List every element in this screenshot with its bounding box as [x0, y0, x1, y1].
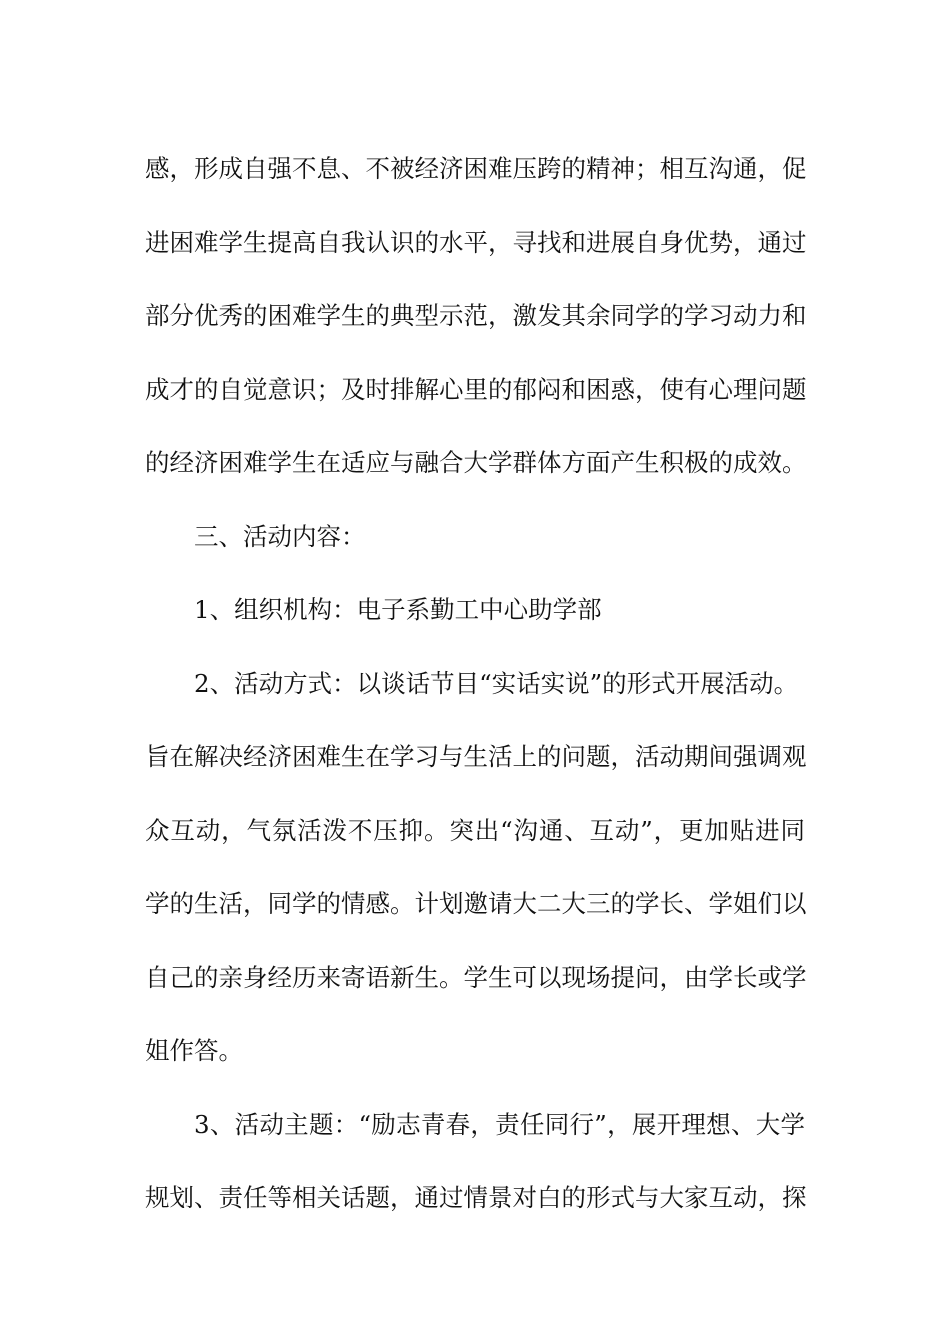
paragraph-line: 3、活动主题：“励志青春，责任同行”，展开理想、大学: [194, 1109, 805, 1139]
section-heading: 三、活动内容：: [194, 521, 366, 551]
paragraph-line: 众互动，气氛活泼不压抑。突出“沟通、互动”，更加贴进同: [145, 815, 805, 845]
paragraph-line: 感，形成自强不息、不被经济困难压跨的精神；相互沟通，促: [145, 154, 807, 183]
paragraph-line: 成才的自觉意识；及时排解心里的郁闷和困惑，使有心理问题: [145, 374, 807, 404]
paragraph-line: 规划、责任等相关话题，通过情景对白的形式与大家互动，探: [145, 1183, 807, 1212]
paragraph-line: 姐作答。: [145, 1036, 243, 1065]
paragraph-line: 的经济困难学生在适应与融合大学群体方面产生积极的成效。: [145, 448, 807, 477]
document-body: [145, 132, 805, 1235]
paragraph-line: 2、活动方式：以谈话节目“实话实说”的形式开展活动。: [194, 668, 799, 698]
paragraph-line: 自己的亲身经历来寄语新生。学生可以现场提问，由学长或学: [145, 962, 807, 992]
paragraph-line: 部分优秀的困难学生的典型示范，激发其余同学的学习动力和: [145, 301, 807, 330]
paragraph-line: 旨在解决经济困难生在学习与生活上的问题，活动期间强调观: [145, 742, 807, 771]
paragraph-line: 1、组织机构：电子系勤工中心助学部: [194, 595, 602, 624]
paragraph-line: 进困难学生提高自我认识的水平，寻找和进展自身优势，通过: [145, 227, 807, 257]
paragraph-line: 学的生活，同学的情感。计划邀请大二大三的学长、学姐们以: [145, 889, 807, 918]
